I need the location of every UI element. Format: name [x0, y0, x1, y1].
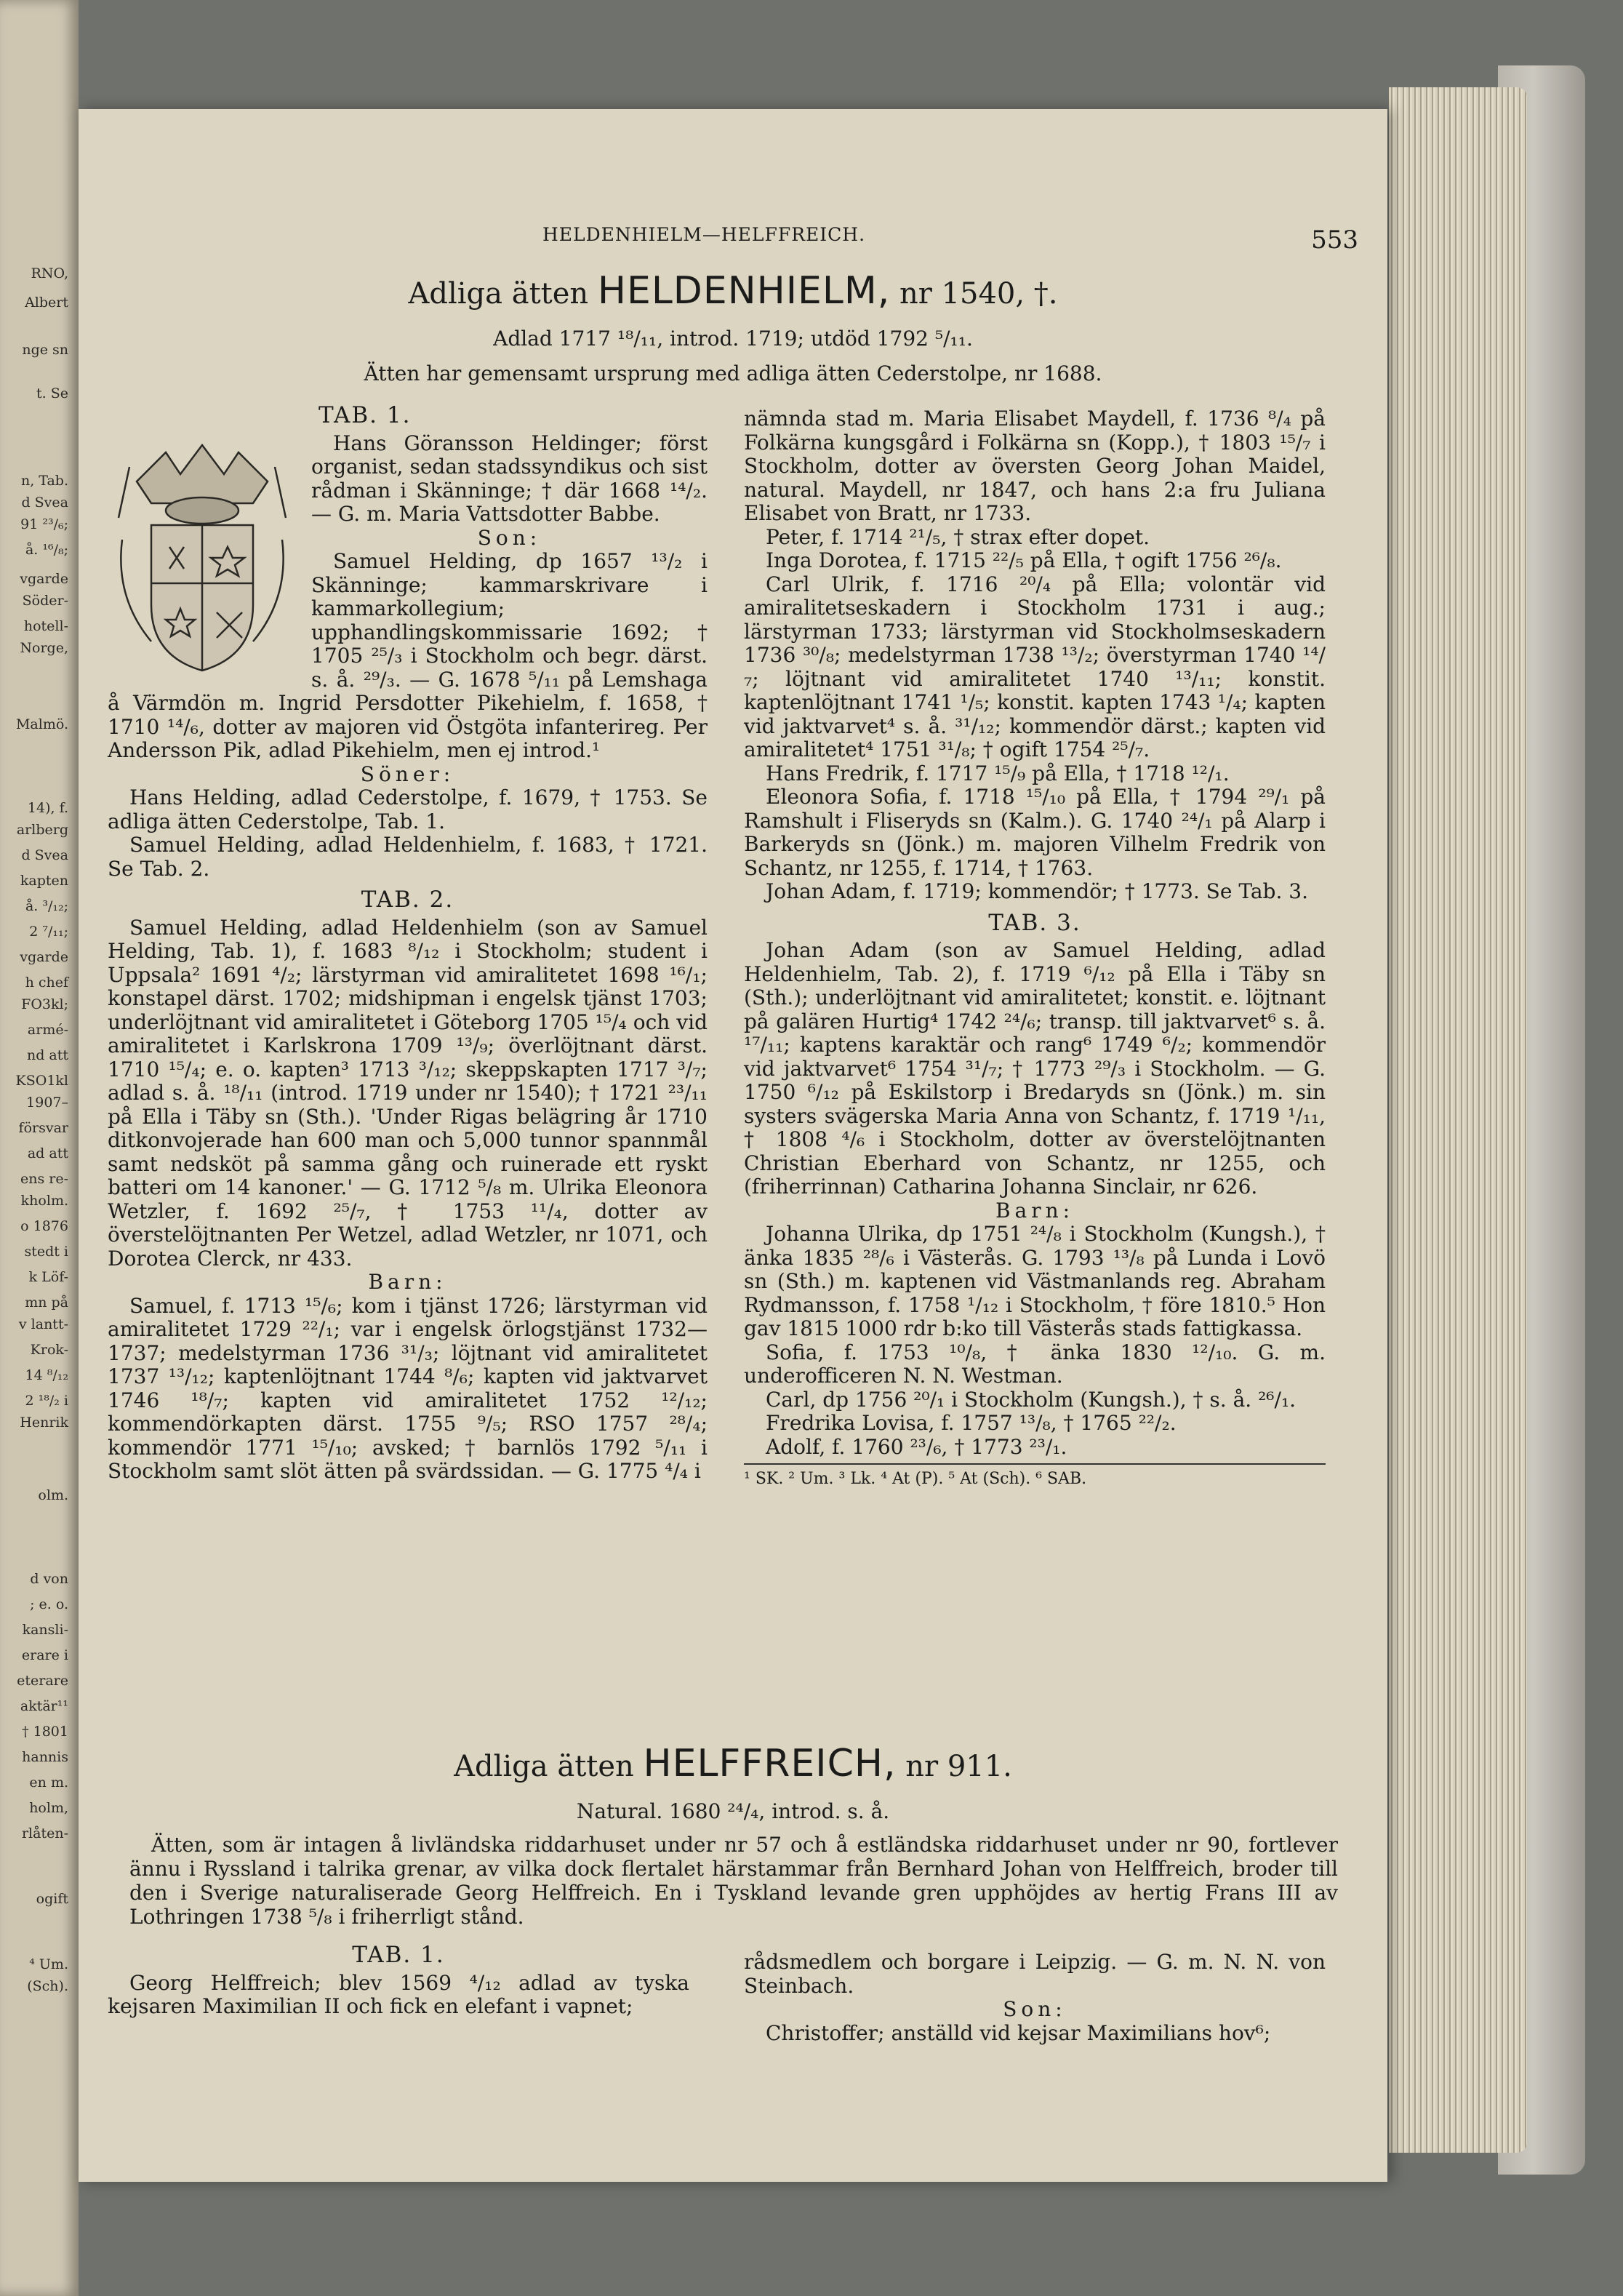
previous-page-fragment: ens re- — [20, 1171, 68, 1187]
previous-page-fragment: FO3kl; — [21, 996, 68, 1012]
previous-page-fragment: hannis — [22, 1749, 68, 1765]
previous-page-fragment: kapten — [20, 873, 68, 889]
subheading: Barn: — [995, 1198, 1075, 1223]
entry-paragraph: Peter, f. 1714 ²¹/₅, † strax efter dopet. — [766, 524, 1150, 549]
previous-page-fragment: erare i — [21, 1647, 68, 1663]
entry-paragraph: Johanna Ulrika, dp 1751 ²⁴/₈ i Stockholm (Kungsh.), † änka 1835 ²⁸/₆ i Västerås. G. 1793 ¹³/₈ på Lunda i Lovö sn (Sth.) m. kaptenen vid Västmanlands reg. Abraham Rydmansson, f. 1758 ¹/₁₂ i Stockholm, † före 1810.⁵ Hon gav 1815 1000 rdr b:ko till Västerås stads fattigkassa. — [744, 1222, 1326, 1340]
previous-page-fragment: rlåten- — [21, 1825, 68, 1841]
previous-page-fragment: Henrik — [20, 1415, 68, 1431]
entry-paragraph: Hans Fredrik, f. 1717 ¹⁵/₉ på Ella, † 1718 ¹²/₁. — [766, 761, 1230, 785]
previous-page-fragment: 14), f. — [27, 800, 68, 816]
running-head: HELDENHIELM—HELFFREICH. — [542, 224, 866, 245]
previous-page-fragment: aktär¹¹ — [20, 1698, 68, 1714]
previous-page-fragment: vgarde — [20, 949, 68, 965]
entry-paragraph: Samuel Helding, dp 1657 ¹³/₂ i Skänninge; kammarskrivare i kammarkollegium; upphandlingskommissarie 1692; † 1705 ²⁵/₃ i Stockholm och begr. därst. s. å. ²⁹/₃. — G. 1678 ⁵/₁₁ på Lemshaga å Värmdön m. Ingrid Persdotter Pikehielm, f. 1658, † 1710 ¹⁴/₆, dotter av majoren vid Östgöta infanterireg. Per Andersson Pik, adlad Pikehielm, men ej introd.¹ — [108, 549, 708, 762]
previous-page-fragment: mn på — [25, 1295, 68, 1311]
heldenhielm-title: Adliga ätten HELDENHIELM, nr 1540, †. — [408, 269, 1058, 313]
helffreich-intro: Ätten, som är intagen å livländska riddarhuset under nr 57 och å estländska riddarhuset under nr 90, fortlever ännu i Ryssland i talrika grenar, av vilka dock flertalet härstammar från Bernhard Johan von Helffreich, broder till den i Sverige naturaliserade Georg Helffreich. En i Tyskland levande gren upphöjdes av hertig Frans III av Lothringen 1738 ⁵/₈ i friherrligt stånd. — [129, 1833, 1338, 1929]
previous-page-fragment: 14 ⁸/₁₂ — [25, 1367, 68, 1383]
helffreich-right-column — [744, 1951, 1326, 2045]
previous-page-fragment: holm, — [29, 1800, 68, 1816]
previous-page-fragment: hotell- — [23, 618, 68, 634]
tab-heading: TAB. 3. — [988, 909, 1081, 936]
subheading: Son: — [477, 525, 542, 550]
book-page — [79, 109, 1387, 2182]
previous-page-fragment: arlberg — [16, 822, 68, 838]
previous-page-fragment: kholm. — [20, 1193, 68, 1209]
subheading: Söner: — [360, 761, 455, 786]
previous-page-fragment: 2 ¹⁸/₂ i — [25, 1393, 68, 1409]
entry-paragraph: Georg Helffreich; blev 1569 ⁴/₁₂ adlad av tyska kejsaren Maximilian II och fick en elefant i vapnet; — [108, 1970, 689, 2018]
previous-page-fragment: ad att — [27, 1145, 68, 1161]
previous-page-fragment: nd att — [26, 1047, 68, 1063]
previous-page-fragment: 2 ⁷/₁₁; — [29, 924, 68, 940]
previous-page-fragment: å. ³/₁₂; — [25, 898, 68, 914]
previous-page-fragment: Malmö. — [15, 716, 68, 732]
entry-paragraph: Inga Dorotea, f. 1715 ²²/₅ på Ella, † ogift 1756 ²⁶/₈. — [766, 548, 1282, 572]
previous-page-fragment: d Svea — [21, 847, 68, 863]
previous-page-fragment: Albert — [25, 295, 68, 311]
previous-page-fragment: d Svea — [21, 495, 68, 511]
helffreich-left-column — [108, 1936, 689, 2019]
previous-page-fragment: k Löf- — [28, 1269, 68, 1285]
entry-paragraph: Sofia, f. 1753 ¹⁰/₈, † änka 1830 ¹²/₁₀. G. m. underofficeren N. N. Westman. — [744, 1340, 1326, 1388]
previous-page-fragment: d von — [30, 1571, 68, 1587]
previous-page-fragment: h chef — [25, 975, 68, 991]
entry-paragraph: Johan Adam, f. 1719; kommendör; † 1773. Se Tab. 3. — [766, 879, 1308, 903]
entry-paragraph: rådsmedlem och borgare i Leipzig. — G. m. N. N. von Steinbach. — [744, 1950, 1326, 1998]
subheading: Barn: — [368, 1270, 447, 1294]
previous-page-fragment: vgarde — [20, 571, 68, 587]
previous-page-fragment: Norge, — [20, 640, 68, 656]
previous-page-fragment: 1907– — [26, 1095, 68, 1111]
previous-page-fragment: olm. — [38, 1487, 68, 1503]
previous-page-margin — [0, 0, 79, 2296]
entry-paragraph: Samuel, f. 1713 ¹⁵/₆; kom i tjänst 1726; lärstyrman vid amiralitetet 1729 ²²/₁; var i engelsk örlogstjänst 1732—1737; medelstyrman 1736 ³¹/₃; löjtnant vid amiralitetet 1737 ¹³/₁₂; kaptenlöjtnant 1744 ⁸/₆; kapten vid jaktvarvet 1746 ¹⁸/₇; kapten vid amiralitetet 1752 ¹²/₁₂; kommendörkapten därst. 1755 ⁹/₅; RSO 1757 ²⁸/₄; kommendör 1771 ¹⁵/₁₀; avsked; † barnlös 1792 ⁵/₁₁ i Stockholm samt slöt ätten på svärdssidan. — G. 1775 ⁴/₄ i — [108, 1293, 708, 1483]
previous-page-fragment: t. Se — [36, 385, 68, 401]
entry-paragraph: Hans Göransson Heldinger; först organist, sedan stadssyndikus och sist rådman i Skänninge; † där 1668 ¹⁴/₂. — G. m. Maria Vattsdotter Babbe. — [311, 431, 708, 526]
entry-paragraph: Hans Helding, adlad Cederstolpe, f. 1679, † 1753. Se adliga ätten Cederstolpe, Tab. 1. — [108, 785, 708, 833]
entry-paragraph: Adolf, f. 1760 ²³/₆, † 1773 ²³/₁. — [766, 1434, 1067, 1459]
previous-page-fragment: Söder- — [22, 593, 68, 609]
previous-page-fragment: eterare — [17, 1673, 68, 1689]
entry-paragraph: Fredrika Lovisa, f. 1757 ¹³/₈, † 1765 ²²/₂. — [766, 1411, 1177, 1435]
heldenhielm-left-column — [108, 396, 708, 1484]
page-stack-edge — [1389, 87, 1527, 2153]
entry-paragraph: nämnda stad m. Maria Elisabet Maydell, f. 1736 ⁸/₄ på Folkärna kungsgård i Folkärna sn (Kopp.), † 1803 ¹⁵/₇ i Stockholm, dotter av översten Georg Johan Maidel, natural. Maydell, nr 1847, och hans 2:a fru Juliana Elisabet von Bratt, nr 1733. — [744, 407, 1326, 525]
previous-page-fragment: v lantt- — [18, 1316, 68, 1332]
entry-paragraph: Carl, dp 1756 ²⁰/₁ i Stockholm (Kungsh.), † s. å. ²⁶/₁. — [766, 1387, 1297, 1412]
coat-of-arms-icon — [108, 438, 297, 678]
tab-heading: TAB. 2. — [361, 887, 454, 913]
previous-page-fragment: Krok- — [30, 1342, 68, 1358]
previous-page-fragment: † 1801 — [22, 1724, 68, 1740]
previous-page-fragment: kansli- — [22, 1622, 68, 1638]
helffreich-naturalized: Natural. 1680 ²⁴/₄, introd. s. å. — [576, 1799, 890, 1823]
heldenhielm-origin: Ätten har gemensamt ursprung med adliga ätten Cederstolpe, nr 1688. — [364, 361, 1102, 385]
previous-page-fragment: 91 ²³/₆; — [20, 516, 68, 532]
heldenhielm-ennobled: Adlad 1717 ¹⁸/₁₁, introd. 1719; utdöd 1792 ⁵/₁₁. — [493, 327, 973, 351]
page-number: 553 — [1311, 225, 1358, 255]
entry-paragraph: Eleonora Sofia, f. 1718 ¹⁵/₁₀ på Ella, † 1794 ²⁹/₁ på Ramshult i Fliseryds sn (Kalm.). G. 1740 ²⁴/₁ på Alarp i Barkeryds sn (Jönk.) m. majoren Vilhelm Fredrik von Schantz, nr 1255, f. 1714, † 1763. — [744, 785, 1326, 880]
entry-paragraph: Carl Ulrik, f. 1716 ²⁰/₄ på Ella; volontär vid amiralitetseskadern i Stockholm 1731 i aug.; lärstyrman 1733; lärstyrman vid Stockholmseskadern 1736 ³⁰/₈; medelstyrman 1738 ¹³/₂; överstyrman 1740 ¹⁴/₇; löjtnant vid amiralitetet 1740 ¹³/₁₁; konstit. kaptenlöjtnant 1741 ¹/₅; konstit. kapten 1743 ¹/₄; kapten vid jaktvarvet⁴ s. å. ³¹/₁₂; kommendör därst.; kapten vid amiralitetet⁴ 1751 ³¹/₈; † ogift 1754 ²⁵/₇. — [744, 572, 1326, 761]
heldenhielm-right-column — [744, 407, 1326, 1492]
previous-page-fragment: o 1876 — [20, 1218, 68, 1234]
helffreich-columns — [108, 1929, 1358, 2074]
previous-page-fragment: ⁴ Um. — [29, 1956, 68, 1972]
previous-page-fragment: stedt i — [24, 1244, 68, 1260]
entry-paragraph: Samuel Helding, adlad Heldenhielm (son av Samuel Helding, Tab. 1), f. 1683 ⁸/₁₂ i Stockholm; student i Uppsala² 1691 ⁴/₂; lärstyrman vid amiralitetet 1698 ¹⁶/₁; konstapel därst. 1702; midshipman i engelsk tjänst 1703; underlöjtnant vid amiralitetet i Göteborg 1705 ¹⁵/₄ och vid amiralitetet i Karlskrona 1709 ¹³/₉; överlöjtnant därst. 1710 ¹⁵/₄; e. o. kapten³ 1713 ³/₁₂; skeppskapten 1717 ³/₇; adlad s. å. ¹⁸/₁₁ (introd. 1719 under nr 1540); † 1721 ²³/₁₁ på Ella i Täby sn (Sth.). 'Under Rigas belägring år 1710 ditkonvojerade han 600 man och 5,000 tunnor spannmål samt nedsköt på samma gång och ruinerade ett ryskt batteri om 14 kanoner.' — G. 1712 ⁵/₈ m. Ulrika Eleonora Wetzler, f. 1692 ²⁵/₇, † 1753 ¹¹/₄, dotter av överstelöjtnanten Per Wetzel, adlad Wetzler, nr 1071, och Dorotea Clerck, nr 433. — [108, 915, 708, 1271]
heldenhielm-header — [108, 269, 1358, 388]
previous-page-fragment: RNO, — [31, 265, 68, 281]
previous-page-fragment: KSO1kl — [15, 1073, 68, 1089]
footnotes: ¹ SK. ² Um. ³ Lk. ⁴ At (P). ⁵ At (Sch). ⁶ SAB. — [744, 1463, 1326, 1492]
tab-heading: TAB. 1. — [352, 1942, 445, 1968]
previous-page-fragment: n, Tab. — [20, 473, 68, 489]
previous-page-fragment: armé- — [27, 1022, 68, 1038]
previous-page-fragment: försvar — [18, 1120, 68, 1136]
previous-page-fragment: nge sn — [22, 342, 68, 358]
previous-page-fragment: ; e. o. — [30, 1596, 68, 1612]
tab-heading: TAB. 1. — [318, 402, 412, 428]
previous-page-fragment: å. ¹⁶/₈; — [25, 542, 68, 558]
helffreich-title: Adliga ätten HELFFREICH, nr 911. — [454, 1742, 1012, 1785]
previous-page-fragment: en m. — [29, 1775, 68, 1791]
entry-paragraph: Christoffer; anställd vid kejsar Maximilians hov⁶; — [766, 2020, 1271, 2045]
previous-page-fragment: (Sch). — [27, 1978, 68, 1994]
subheading: Son: — [1003, 1997, 1067, 2021]
entry-paragraph: Samuel Helding, adlad Heldenhielm, f. 1683, † 1721. Se Tab. 2. — [108, 833, 708, 881]
previous-page-fragment: ogift — [36, 1891, 68, 1907]
entry-paragraph: Johan Adam (son av Samuel Helding, adlad Heldenhielm, Tab. 2), f. 1719 ⁶/₁₂ på Ella i Täby sn (Sth.); underlöjtnant vid amiralitetet; konstit. e. löjtnant på galären Hurtig⁴ 1742 ²⁴/₆; transp. till jaktvarvet⁶ s. å. ¹⁷/₁₁; kaptens karaktär och rang⁶ 1749 ⁶/₂; kommendör vid jaktvarvet⁶ 1754 ³¹/₇; † 1773 ²⁹/₃ i Stockholm. — G. 1750 ⁶/₁₂ på Eskilstorp i Bredaryds sn (Jönk.) m. sin systers svägerska Maria Anna von Schantz, f. 1719 ¹/₁₁, † 1808 ⁴/₆ i Stockholm, dotter av överstelöjtnanten Christian Eberhard von Schantz, nr 1255, och (friherrinnan) Catharina Johanna Sinclair, nr 626. — [744, 938, 1326, 1199]
helffreich-section — [108, 1742, 1358, 2074]
